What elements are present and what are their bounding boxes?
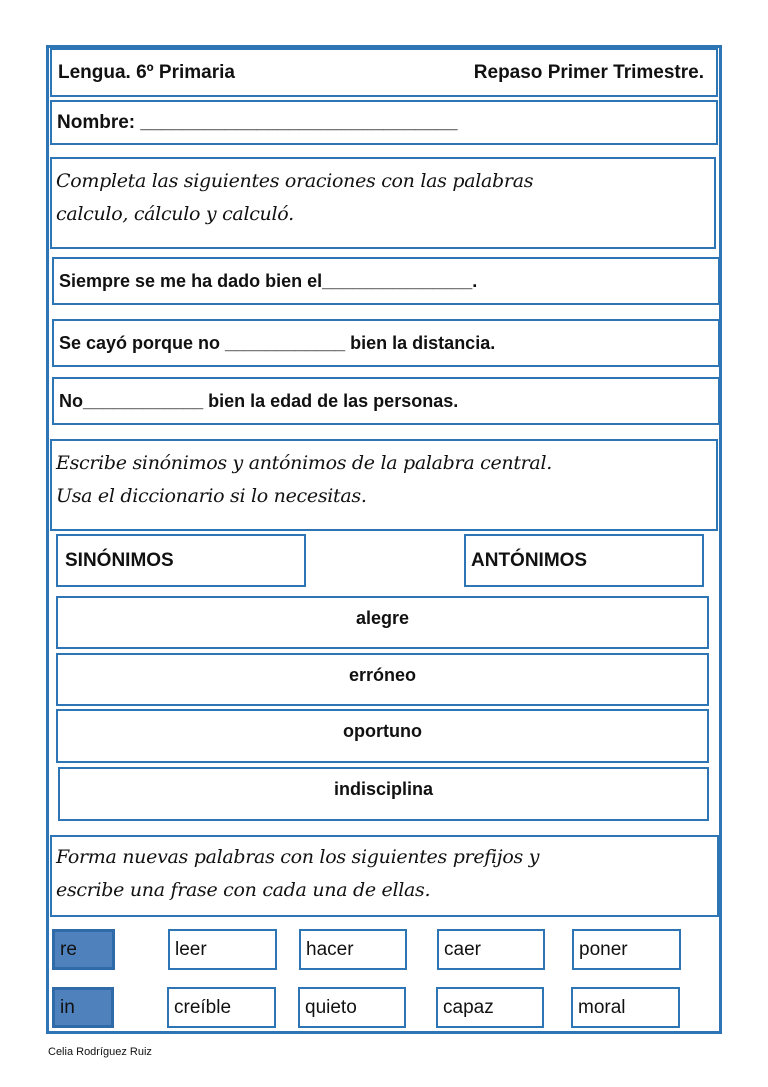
base-word: moral	[578, 996, 626, 1018]
word-box[interactable]	[299, 929, 407, 970]
central-word: oportuno	[343, 721, 422, 741]
subject-title: Lengua. 6º Primaria	[58, 61, 235, 83]
instruction-text: escribe una frase con cada una de ellas.	[56, 879, 431, 901]
author-footer: Celia Rodríguez Ruiz	[48, 1046, 152, 1058]
central-word: indisciplina	[333, 779, 434, 799]
word-box[interactable]	[436, 987, 544, 1028]
base-word: caer	[444, 938, 481, 960]
sentence-box	[52, 377, 720, 425]
prefix-label: re	[60, 938, 77, 960]
instruction-text: Forma nuevas palabras con los siguientes prefijos y	[56, 846, 540, 868]
name-field[interactable]: Nombre: ______________________________	[57, 111, 458, 133]
worksheet-title: Repaso Primer Trimestre.	[473, 61, 704, 83]
sentence-box	[52, 319, 720, 367]
word-box[interactable]	[298, 987, 406, 1028]
instruction-2	[50, 439, 718, 531]
instruction-text: Escribe sinónimos y antónimos de la palabra central.	[56, 452, 552, 474]
word-box[interactable]	[56, 596, 709, 649]
prefix-label: in	[60, 996, 75, 1018]
instruction-text: Usa el diccionario si lo necesitas.	[56, 485, 367, 507]
instruction-text: calculo, cálculo y calculó.	[56, 203, 294, 225]
word-box[interactable]	[56, 653, 709, 706]
central-word: alegre	[355, 608, 410, 628]
word-box[interactable]	[571, 987, 680, 1028]
antonyms-label: ANTÓNIMOS	[471, 549, 588, 571]
synonyms-box[interactable]	[56, 534, 306, 587]
sentence-box	[52, 257, 720, 305]
name-box	[50, 100, 718, 145]
base-word: poner	[579, 938, 628, 960]
base-word: quieto	[305, 996, 357, 1018]
base-word: capaz	[443, 996, 494, 1018]
instruction-3	[50, 835, 719, 917]
word-box[interactable]	[167, 987, 276, 1028]
prefix-box-in	[52, 987, 114, 1028]
fill-in-sentence[interactable]: Siempre se me ha dado bien el_______________.	[59, 270, 478, 291]
base-word: leer	[175, 938, 207, 960]
base-word: creíble	[174, 996, 232, 1018]
instruction-1	[50, 157, 716, 249]
word-box[interactable]	[58, 767, 709, 821]
word-box[interactable]	[572, 929, 681, 970]
word-box[interactable]	[168, 929, 277, 970]
central-word: erróneo	[348, 665, 417, 685]
synonyms-label: SINÓNIMOS	[65, 549, 174, 571]
prefix-box-re	[52, 929, 115, 970]
header-box	[50, 48, 718, 97]
word-box[interactable]	[437, 929, 545, 970]
fill-in-sentence[interactable]: Se cayó porque no ____________ bien la distancia.	[59, 332, 496, 353]
antonyms-box[interactable]	[464, 534, 704, 587]
instruction-text: Completa las siguientes oraciones con las palabras	[56, 170, 534, 192]
word-box[interactable]	[56, 709, 709, 763]
base-word: hacer	[306, 938, 354, 960]
fill-in-sentence[interactable]: No____________ bien la edad de las personas.	[59, 390, 459, 411]
